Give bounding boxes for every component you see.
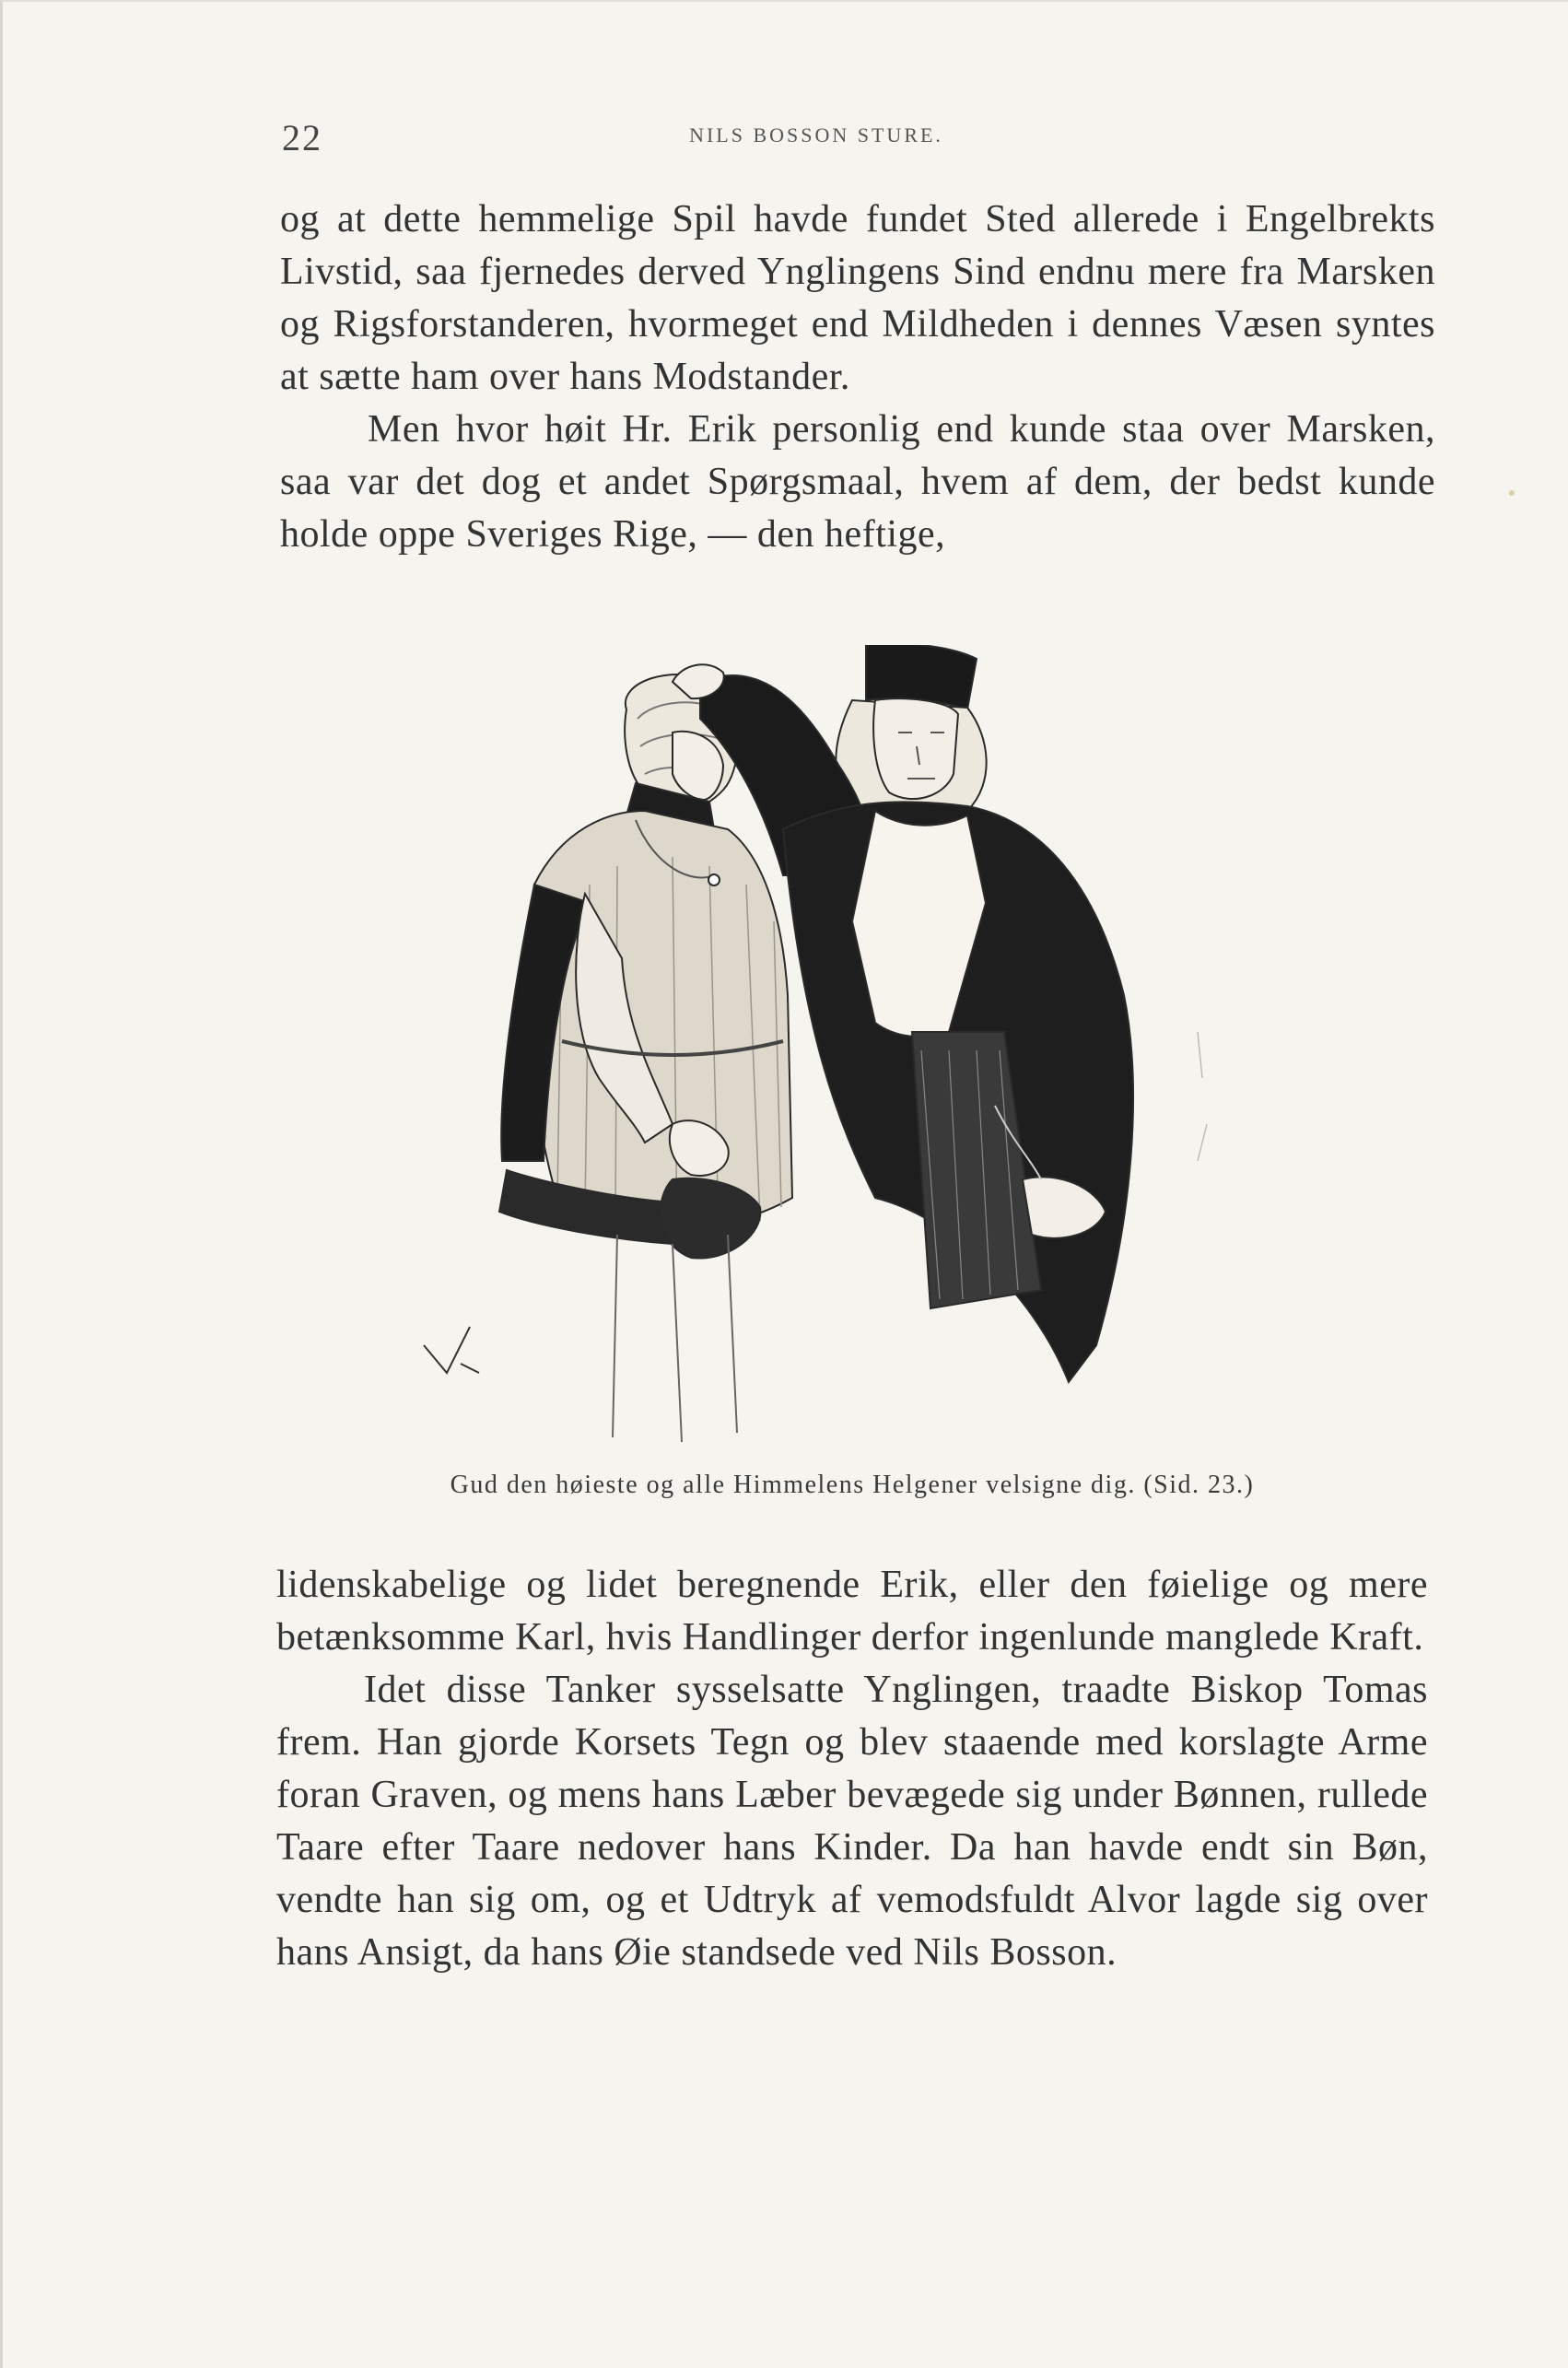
- page-number: 22: [282, 117, 322, 158]
- paragraph: og at dette hemmelige Spil havde fundet Sted allerede i Engelbrekts Livstid, saa fjernedes derved Ynglingens Sind endnu mere fra Marsken og Rigsforstanderen, hvormeget end Mildheden i dennes Væsen syntes at sætte ham over hans Modstander.: [280, 198, 1435, 398]
- paragraph: lidenskabelige og lidet beregnende Erik, eller den føielige og mere betænksomme Karl, hvis Handlinger derfor ingenlunde manglede Kraft.: [276, 1564, 1428, 1659]
- illustration-two-figures: [396, 645, 1354, 1456]
- young-man-figure: [499, 674, 792, 1442]
- artist-signature-mark: [424, 1327, 479, 1373]
- body-text-top: [280, 193, 1435, 561]
- paragraph: Idet disse Tanker sysselsatte Ynglingen, traadte Biskop Tomas frem. Han gjorde Korsets Tegn og blev staaende med korslagte Arme foran Graven, og mens hans Læber bevægede sig under Bønnen, rullede Taare efter Taare nedover hans Kinder. Da han havde endt sin Bøn, vendte han sig om, og et Udtryk af vemodsfuldt Alvor lagde sig over hans Ansigt, da hans Øie standsede ved Nils Bosson.: [276, 1669, 1428, 1974]
- paper-speck: [1509, 490, 1515, 496]
- body-text-bottom: [276, 1559, 1428, 1979]
- paragraph: Men hvor høit Hr. Erik personlig end kunde staa over Marsken, saa var det dog et andet Spørgsmaal, hvem af dem, der bedst kunde holde oppe Sveriges Rige, — den heftige,: [280, 408, 1435, 556]
- running-head: NILS BOSSON STURE.: [689, 123, 943, 147]
- page-header: [282, 109, 1433, 164]
- illustration-caption: Gud den høieste og alle Himmelens Helgener velsigne dig. (Sid. 23.): [450, 1471, 1255, 1499]
